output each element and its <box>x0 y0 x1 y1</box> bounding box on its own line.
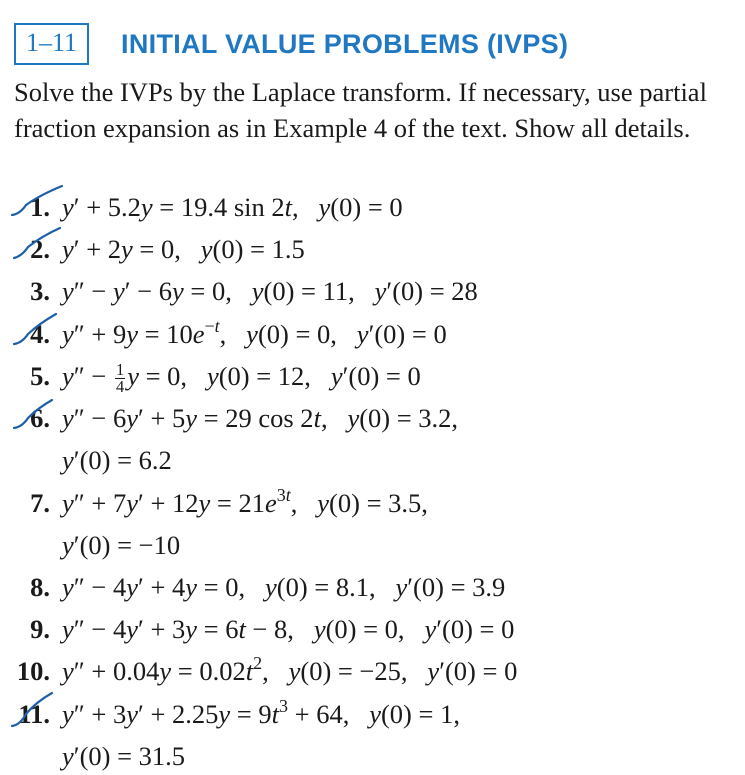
problem-number: 8. <box>30 572 50 602</box>
problem-equation: y″ − 4y′ + 4y = 0, y(0) = 8.1, y′(0) = 3.9 <box>62 572 506 602</box>
problem-equation: y′ + 5.2y = 19.4 sin 2t, y(0) = 0 <box>62 192 403 222</box>
section-header <box>14 22 568 66</box>
problem-equation: $y'' + 0.04y = 0.02t^2$, y(0) = −25, y′(0) = 0 <box>62 653 518 686</box>
problem-equation: $y'' + 9y = 10e^{-t}$, y(0) = 0, y′(0) = 0 <box>62 316 447 349</box>
problem-equation: y″ − 6y′ + 5y = 29 cos 2t, y(0) = 3.2, <box>62 403 459 433</box>
problem-equation: y′ + 2y = 0, y(0) = 1.5 <box>62 234 305 264</box>
fraction-one-quarter: $\frac{1}{4}$ <box>116 359 125 397</box>
problem-number: 11. <box>18 699 50 729</box>
problem-number: 10. <box>16 656 50 686</box>
problem-equation-continued: y′(0) = −10 <box>62 530 181 560</box>
problem-equation: y″ − 4y′ + 3y = 6t − 8, y(0) = 0, y′(0) = 0 <box>62 614 515 644</box>
problem-number: 1. <box>30 192 50 222</box>
problem-equation: $y'' + 3y' + 2.25y = 9t^3 + 64$, y(0) = 1, <box>62 696 460 729</box>
problem-equation-continued: y′(0) = 31.5 <box>62 741 186 771</box>
problem-number: 2. <box>30 234 50 264</box>
problem-equation: $y'' + 7y' + 12y = 21e^{3t}$, y(0) = 3.5, <box>62 485 428 518</box>
problem-number: 9. <box>30 614 50 644</box>
problem-number: 5. <box>30 361 50 391</box>
problem-range-box: 1–11 <box>14 23 89 65</box>
problem-equation: y″ − $\frac{1}{4}$ y = 0, y(0) = 12, y′(0) = 0 <box>62 359 421 397</box>
problem-number: 3. <box>30 276 50 306</box>
problem-equation: y″ − y′ − 6y = 0, y(0) = 11, y′(0) = 28 <box>62 276 478 306</box>
problem-equation-continued: y′(0) = 6.2 <box>62 445 172 475</box>
problem-number: 4. <box>30 319 50 349</box>
section-title: INITIAL VALUE PROBLEMS (IVPS) <box>121 28 569 59</box>
instructions-paragraph: Solve the IVPs by the Laplace transform. If necessary, use partial fraction expansion as in Example 4 of the text. Show all details. <box>14 77 707 143</box>
problem-number: 7. <box>30 488 50 518</box>
problem-number: 6. <box>30 403 50 433</box>
